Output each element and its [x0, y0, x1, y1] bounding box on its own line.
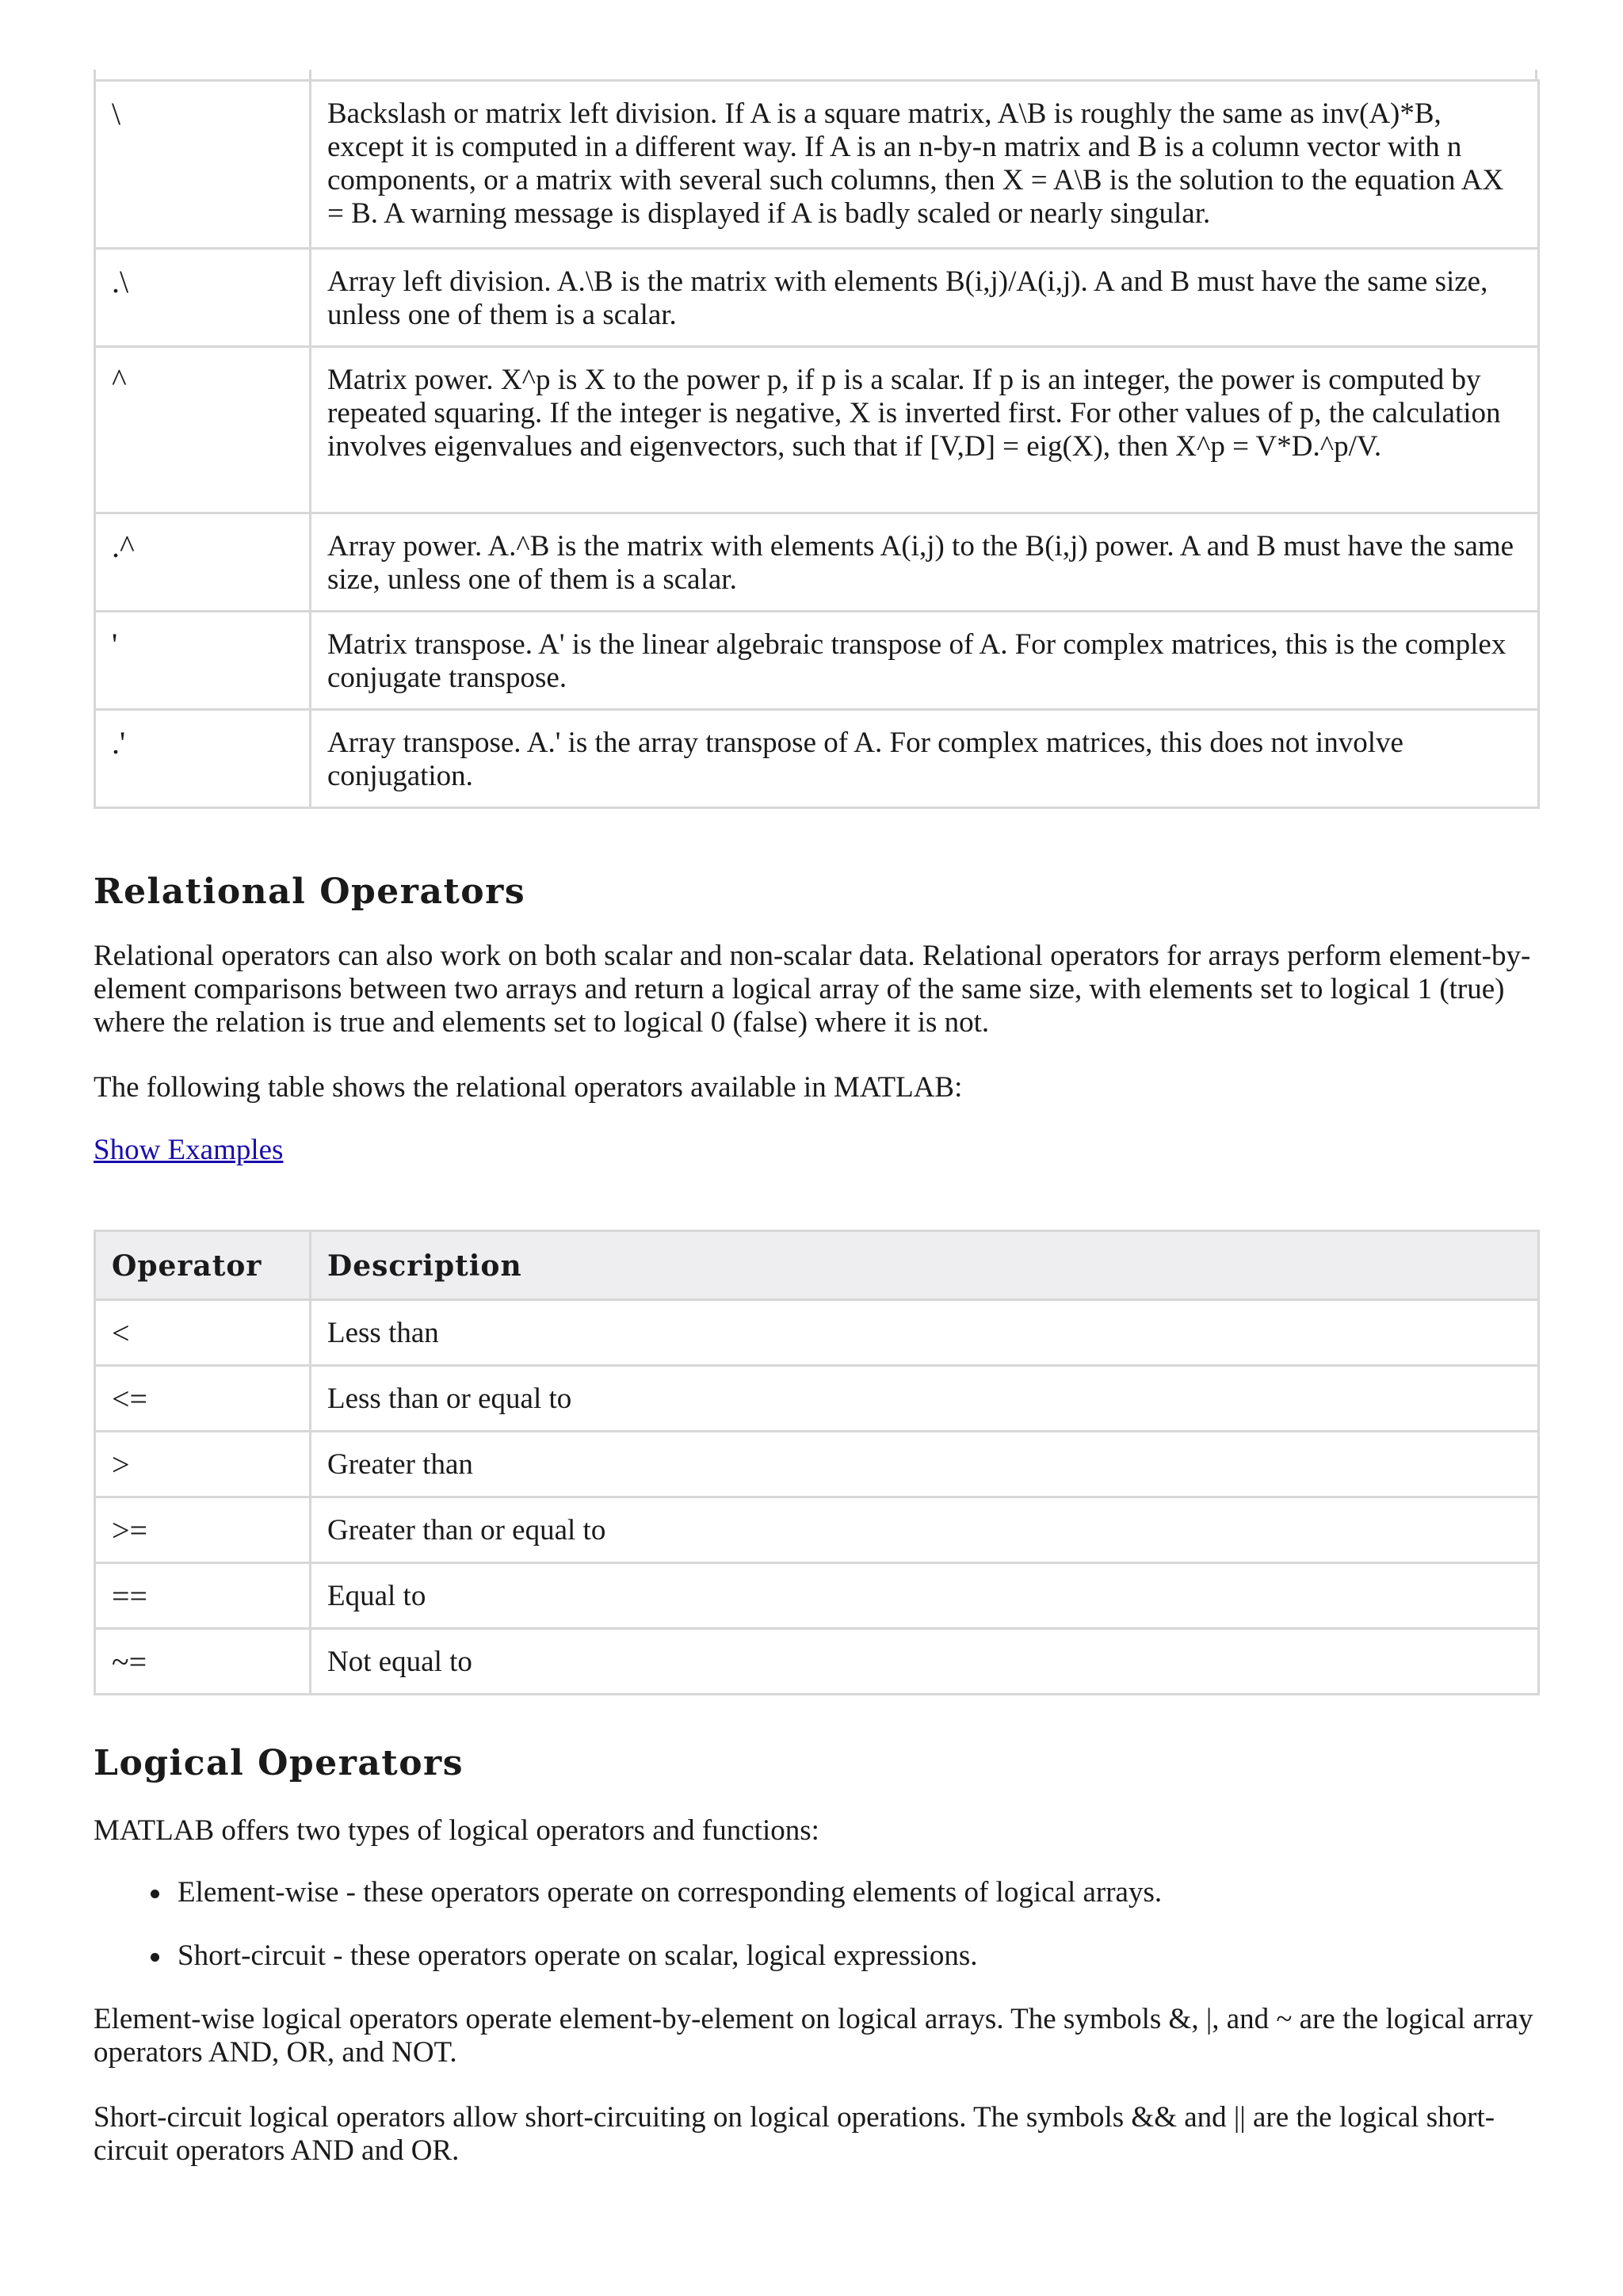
table-row [95, 1497, 1539, 1563]
bullet-icon [151, 1890, 159, 1898]
table-row [95, 347, 1539, 513]
operator-column-header: Operator [95, 1231, 311, 1300]
bullet-icon [151, 1953, 159, 1962]
elementwise-paragraph: Element-wise logical operators operate element-by-element on logical arrays. The symbols &, |, and ~ are the logical array operators AND, OR, and NOT. [94, 2003, 1533, 2069]
description-column-header: Description [311, 1231, 1539, 1300]
list-item: Short-circuit - these operators operate on scalar, logical expressions. [94, 1939, 1537, 1973]
description-cell: Greater than or equal to [311, 1497, 1539, 1563]
table-row [95, 612, 1539, 710]
relational-operators-heading: Relational Operators [94, 871, 526, 912]
list-item: Element-wise - these operators operate on corresponding elements of logical arrays. [94, 1876, 1537, 1909]
description-cell: Not equal to [311, 1629, 1539, 1695]
table-row [95, 249, 1539, 347]
operator-cell: .\ [95, 249, 311, 347]
operator-cell: ^ [95, 347, 311, 513]
operator-cell: < [95, 1300, 311, 1366]
description-cell: Matrix transpose. A' is the linear algebraic transpose of A. For complex matrices, this is the complex conjugate transpose. [311, 612, 1539, 710]
operator-cell: <= [95, 1366, 311, 1432]
table-row [95, 1366, 1539, 1432]
description-cell: Greater than [311, 1432, 1539, 1497]
description-cell: Array left division. A.\B is the matrix with elements B(i,j)/A(i,j). A and B must have the same size, unless one of them is a scalar. [311, 249, 1539, 347]
table-row [95, 710, 1539, 808]
table-row [95, 513, 1539, 612]
logical-types-list [94, 1876, 1537, 2003]
operator-cell: .' [95, 710, 311, 808]
description-cell: Array power. A.^B is the matrix with elements A(i,j) to the B(i,j) power. A and B must have the same size, unless one of them is a scalar. [311, 513, 1539, 612]
operator-cell: \ [95, 81, 311, 249]
table-row [95, 1629, 1539, 1695]
operator-cell: == [95, 1563, 311, 1629]
relational-intro-paragraph: Relational operators can also work on both scalar and non-scalar data. Relational operators for arrays perform element-by-element comparisons between two arrays and return a logical array of the same size, with elements set to logical 1 (true) where the relation is true and elements set to logical 0 (false) where it is not. [94, 940, 1531, 1039]
operator-cell: > [95, 1432, 311, 1497]
table-header-row [95, 1231, 1539, 1300]
logical-intro-paragraph: MATLAB offers two types of logical operators and functions: [94, 1814, 819, 1847]
operator-cell: ' [95, 612, 311, 710]
operator-cell: .^ [95, 513, 311, 612]
description-cell: Equal to [311, 1563, 1539, 1629]
relational-table-intro: The following table shows the relational operators available in MATLAB: [94, 1071, 963, 1104]
description-cell: Array transpose. A.' is the array transpose of A. For complex matrices, this does not involve conjugation. [311, 710, 1539, 808]
table-row [95, 1300, 1539, 1366]
table-top-stub-divider [309, 70, 311, 79]
operator-cell: ~= [95, 1629, 311, 1695]
table-row [95, 1563, 1539, 1629]
description-cell: Matrix power. X^p is X to the power p, if p is a scalar. If p is an integer, the power is computed by repeated squaring. If the integer is negative, X is inverted first. For other values of p, the calculation involves eigenvalues and eigenvectors, such that if [V,D] = eig(X), then X^p = V*D.^p/V. [311, 347, 1539, 513]
description-cell: Backslash or matrix left division. If A is a square matrix, A\B is roughly the same as inv(A)*B, except it is computed in a different way. If A is an n-by-n matrix and B is a column vector with n components, or a matrix with several such columns, then X = A\B is the solution to the equation AX = B. A warning message is displayed if A is badly scaled or nearly singular. [311, 81, 1539, 249]
table-row [95, 1432, 1539, 1497]
description-cell: Less than or equal to [311, 1366, 1539, 1432]
relational-operators-table [94, 1230, 1540, 1695]
arithmetic-operators-table [94, 79, 1540, 809]
operator-cell: >= [95, 1497, 311, 1563]
table-row [95, 81, 1539, 249]
logical-operators-heading: Logical Operators [94, 1743, 464, 1783]
show-examples-link[interactable]: Show Examples [94, 1134, 284, 1166]
short-circuit-paragraph: Short-circuit logical operators allow short-circuiting on logical operations. The symbols && and || are the logical short-circuit operators AND and OR. [94, 2101, 1495, 2167]
description-cell: Less than [311, 1300, 1539, 1366]
